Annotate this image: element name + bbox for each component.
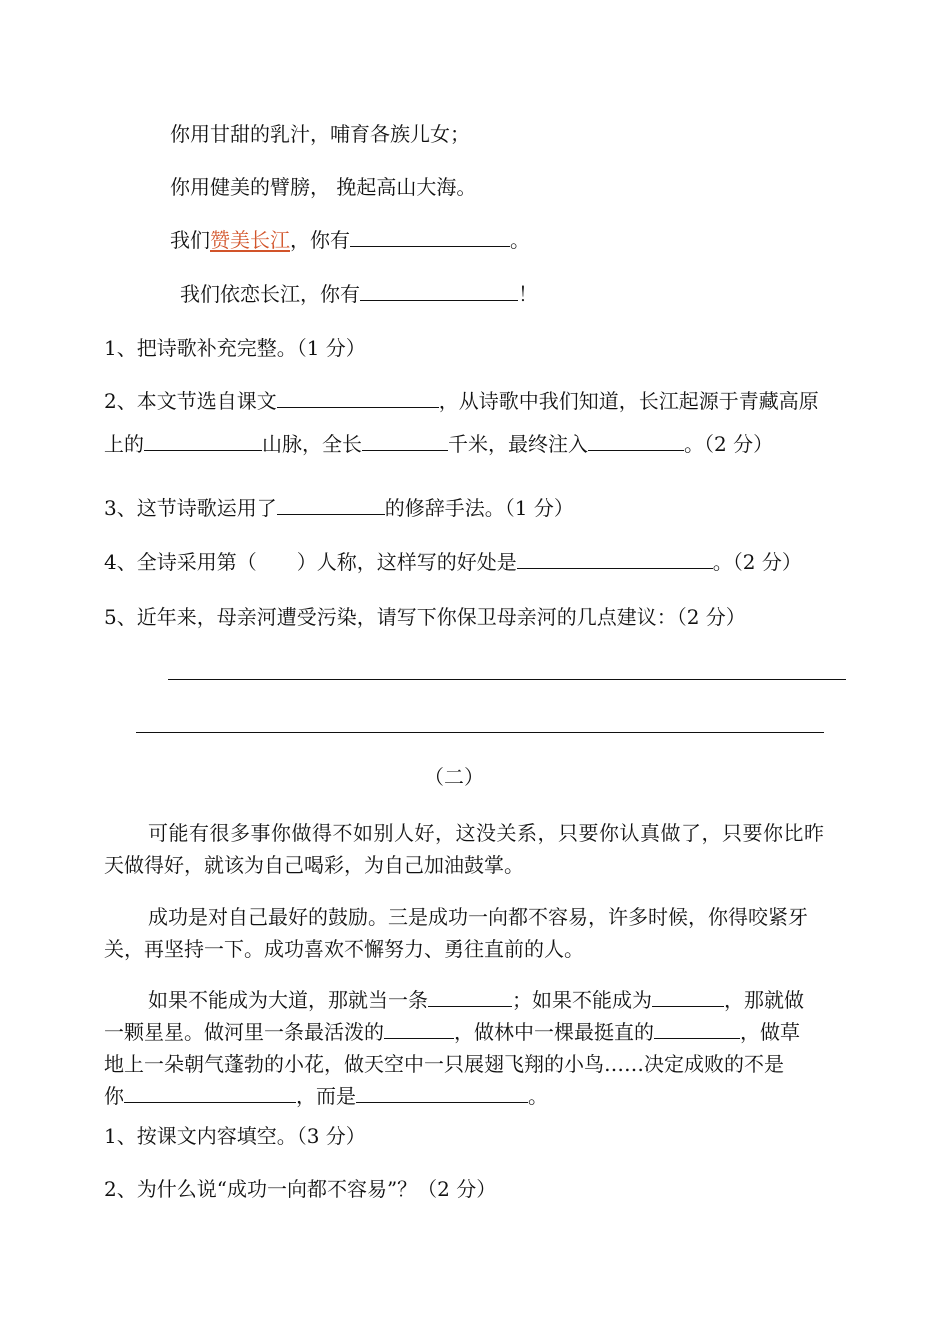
- question-5: 5、近年来，母亲河遭受污染，请写下你保卫母亲河的几点建议：（2 分）: [104, 605, 746, 629]
- answer-blank[interactable]: [654, 1018, 740, 1039]
- paragraph-2-line-2: 关，再坚持一下。成功喜欢不懈努力、勇往直前的人。: [104, 937, 584, 961]
- section-2-question-1: 1、按课文内容填空。（3 分）: [104, 1124, 366, 1148]
- paragraph-1-line-2: 天做得好，就该为自己喝彩，为自己加油鼓掌。: [104, 853, 524, 877]
- question-2-text-c: 上的: [104, 432, 144, 456]
- question-2-text-b: ，从诗歌中我们知道，长江起源于青藏高原: [438, 389, 819, 413]
- poem-line-4-start: 我们依恋长江，你有: [180, 282, 360, 306]
- paragraph-3-line-3: 地上一朵朝气蓬勃的小花，做天空中一只展翅飞翔的小鸟……决定成败的不是: [104, 1052, 784, 1076]
- paragraph-3-text-i: 。: [528, 1084, 548, 1108]
- question-3-text-b: 的修辞手法。（1 分）: [384, 496, 574, 520]
- question-4: [104, 548, 802, 576]
- paragraph-3-text-c: ，那就做: [724, 988, 804, 1012]
- paragraph-3-text-g: 你: [104, 1084, 124, 1108]
- paragraph-3-text-h: ，而是: [296, 1084, 356, 1108]
- poem-line-3-mid: ，你有: [290, 228, 350, 252]
- section-2-question-2: 2、为什么说“成功一向都不容易”？（2 分）: [104, 1177, 497, 1201]
- poem-line-3-start: 我们: [170, 228, 210, 252]
- paragraph-3-text-f: ，做草: [740, 1020, 800, 1044]
- question-2-line-1: [104, 387, 819, 415]
- question-2-line-2: [104, 430, 773, 458]
- question-4-text-a: 4、全诗采用第（ ）人称，这样写的好处是: [104, 550, 517, 574]
- paragraph-2-line-1: 成功是对自己最好的鼓励。三是成功一向都不容易，许多时候，你得咬紧牙: [148, 905, 808, 929]
- answer-line[interactable]: [136, 732, 824, 733]
- answer-blank[interactable]: [124, 1082, 296, 1103]
- question-2-text-f: 。（2 分）: [684, 432, 774, 456]
- paragraph-3-line-4: [104, 1082, 548, 1110]
- question-2-text-e: 千米，最终注入: [448, 432, 588, 456]
- poem-line-2: 你用健美的臂膀， 挽起高山大海。: [170, 175, 477, 199]
- paragraph-3-text-b: ；如果不能成为: [512, 988, 652, 1012]
- paragraph-3-text-a: 如果不能成为大道，那就当一条: [148, 988, 428, 1012]
- paragraph-3-line-2: [104, 1018, 800, 1046]
- answer-blank[interactable]: [384, 1018, 454, 1039]
- answer-blank[interactable]: [277, 494, 385, 515]
- poem-line-3: [170, 226, 530, 254]
- answer-blank[interactable]: [360, 280, 518, 301]
- question-3: [104, 494, 574, 522]
- question-3-text-a: 3、这节诗歌运用了: [104, 496, 277, 520]
- answer-blank[interactable]: [588, 430, 684, 451]
- poem-line-4-end: ！: [518, 282, 538, 306]
- answer-blank[interactable]: [356, 1082, 528, 1103]
- question-2-text-d: 山脉，全长: [262, 432, 362, 456]
- section-heading: （二）: [424, 765, 484, 789]
- poem-line-3-end: 。: [510, 228, 530, 252]
- answer-blank[interactable]: [517, 548, 713, 569]
- answer-blank[interactable]: [350, 226, 510, 247]
- answer-line[interactable]: [168, 679, 846, 680]
- question-2-text-a: 2、本文节选自课文: [104, 389, 277, 413]
- poem-line-4: [180, 280, 538, 308]
- paragraph-3-text-d: 一颗星星。做河里一条最活泼的: [104, 1020, 384, 1044]
- question-4-text-b: 。（2 分）: [712, 550, 802, 574]
- paragraph-3-line-1: [148, 986, 804, 1014]
- answer-blank[interactable]: [277, 387, 439, 408]
- paragraph-1-line-1: 可能有很多事你做得不如别人好，这没关系，只要你认真做了，只要你比昨: [148, 821, 825, 845]
- answer-blank[interactable]: [428, 986, 512, 1007]
- question-1: 1、把诗歌补充完整。（1 分）: [104, 336, 366, 360]
- answer-blank[interactable]: [362, 430, 448, 451]
- link-praise-yangtze[interactable]: 赞美长江: [210, 228, 290, 252]
- paragraph-3-text-e: ，做林中一棵最挺直的: [454, 1020, 654, 1044]
- answer-blank[interactable]: [144, 430, 262, 451]
- poem-line-1: 你用甘甜的乳汁，哺育各族儿女；: [170, 122, 470, 146]
- answer-blank[interactable]: [652, 986, 724, 1007]
